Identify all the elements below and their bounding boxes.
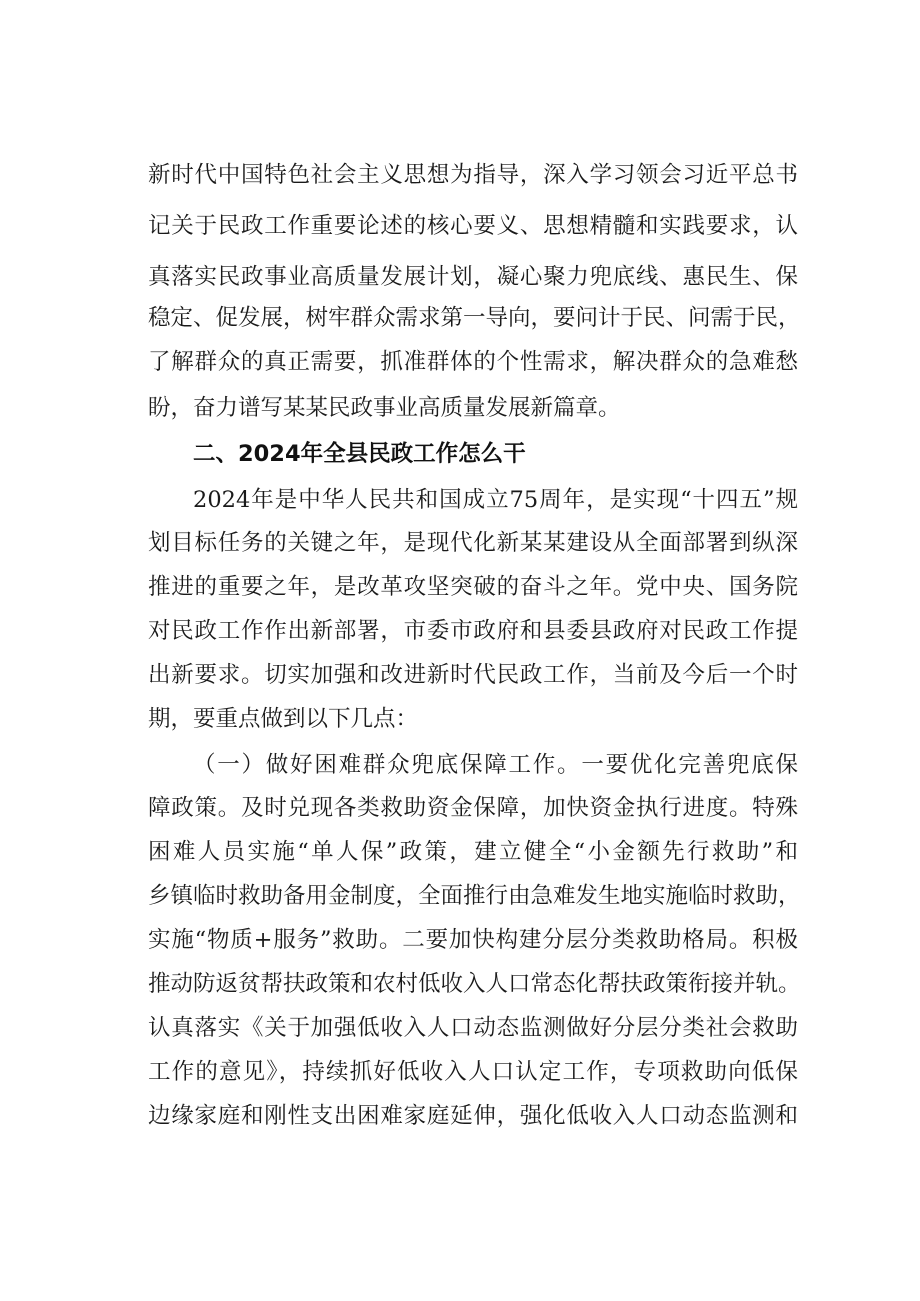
text-line: 推进的重要之年，是改革攻坚突破的奋斗之年。党中央、国务院 [148,574,798,600]
text-line: 新时代中国特色社会主义思想为指导，深入学习领会习近平总书 [148,162,798,188]
text-line: 记关于民政工作重要论述的核心要义、思想精髓和实践要求，认 [148,213,798,239]
text-line: 盼，奋力谱写某某民政事业高质量发展新篇章。 [148,395,621,421]
text-line: 障政策。及时兑现各类救助资金保障，加快资金执行进度。特殊 [148,795,798,821]
text-line: 期，要重点做到以下几点： [148,706,419,732]
section-heading: 二、2024年全县民政工作怎么干 [193,441,526,467]
text-line: 出新要求。切实加强和改进新时代民政工作，当前及今后一个时 [148,662,798,688]
text-line: 划目标任务的关键之年，是现代化新某某建设从全面部署到纵深 [148,530,798,556]
text-line: 困难人员实施“单人保”政策，建立健全“小金额先行救助”和 [148,839,798,865]
text-line: 工作的意见》，持续抓好低收入人口认定工作，专项救助向低保 [148,1059,798,1085]
text-line: （一）做好困难群众兜底保障工作。一要优化完善兜底保 [193,752,798,778]
text-line: 了解群众的真正需要，抓准群体的个性需求，解决群众的急难愁 [148,349,798,375]
text-line: 对民政工作作出新部署，市委市政府和县委县政府对民政工作提 [148,618,798,644]
text-line: 稳定、促发展，树牢群众需求第一导向，要问计于民、问需于民， [148,305,801,331]
text-line: 2024年是中华人民共和国成立75周年，是实现“十四五”规 [193,487,798,513]
text-line: 实施“物质+服务”救助。二要加快构建分层分类救助格局。积极 [148,927,798,953]
text-line: 边缘家庭和刚性支出困难家庭延伸，强化低收入人口动态监测和 [148,1103,798,1129]
text-line: 乡镇临时救助备用金制度，全面推行由急难发生地实施临时救助， [148,883,801,909]
text-line: 推动防返贫帮扶政策和农村低收入人口常态化帮扶政策衔接并轨。 [148,971,801,997]
text-line: 真落实民政事业高质量发展计划，凝心聚力兜底线、惠民生、保 [148,264,798,290]
text-line: 认真落实《关于加强低收入人口动态监测做好分层分类社会救助 [148,1015,798,1041]
